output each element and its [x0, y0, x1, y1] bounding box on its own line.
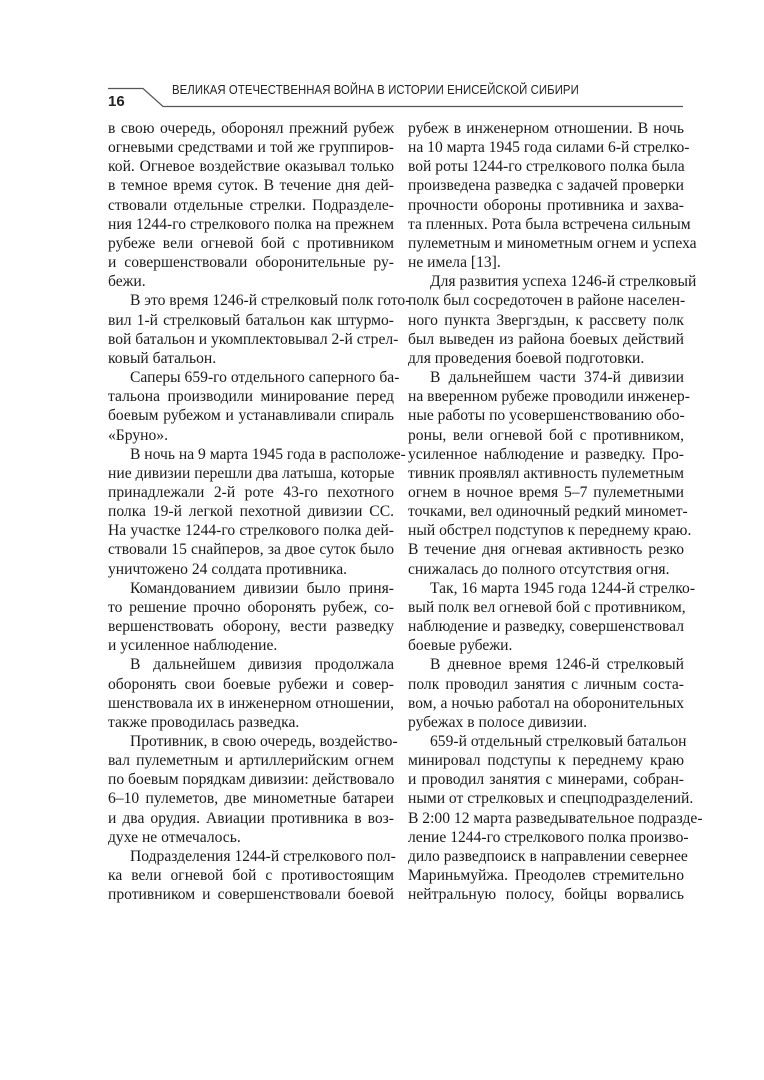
- text-column-left: [108, 119, 411, 904]
- text-line: ствовали 15 снайперов, за двое суток было: [108, 541, 394, 559]
- text-line: произведена разведка с задачей проверки: [408, 177, 684, 195]
- text-line: духе не отмечалось.: [108, 828, 241, 846]
- text-line: ными от стрелковых и спецподразделений.: [408, 790, 694, 808]
- text-line: боевые рубежи.: [408, 637, 513, 655]
- text-line: в темное время суток. В течение дня дей-: [108, 177, 394, 195]
- text-line: роны, вели огневой бой с противником,: [408, 426, 684, 444]
- text-line: по боевым порядкам дивизии: действовало: [108, 771, 395, 789]
- text-line: и совершенствовали оборонительные ру-: [108, 254, 394, 272]
- text-line: кой. Огневое воздействие оказывал только: [108, 158, 394, 176]
- text-line: огнем в ночное время 5–7 пулеметными: [408, 483, 684, 501]
- text-line: 6–10 пулеметов, две минометные батареи: [108, 790, 394, 808]
- text-line: усиленное наблюдение и разведку. Про-: [408, 445, 684, 463]
- text-line: шенствовала их в инженерном отношении,: [108, 694, 394, 712]
- text-line: прочности обороны противника и захва-: [408, 196, 684, 214]
- text-line: ния 1244-го стрелкового полка на прежнем: [108, 215, 394, 233]
- text-line: пулеметным и минометным огнем и успеха: [408, 234, 697, 252]
- text-line: Так, 16 марта 1945 года 1244-й стрелко-: [430, 579, 696, 597]
- text-line: вой роты 1244-го стрелкового полка была: [408, 158, 685, 176]
- text-line: для проведения боевой подготовки.: [408, 349, 645, 367]
- text-line: Противник, в свою очередь, воздейство-: [130, 733, 398, 750]
- text-line: В дальнейшем дивизия продолжала: [130, 656, 394, 674]
- text-line: вил 1-й стрелковый батальон как штурмо-: [108, 311, 394, 329]
- text-line: ного пункта Звергздын, к рассвету полк: [408, 311, 684, 329]
- text-line: тивник проявлял активность пулеметным: [408, 464, 684, 482]
- text-line: В это время 1246-й стрелковый полк гото-: [130, 292, 411, 310]
- text-line: Саперы 659-го отдельного саперного ба-: [130, 369, 400, 387]
- text-line: вой батальон и укомплектовывал 2-й стрел-: [108, 330, 399, 348]
- text-line: В 2:00 12 марта разведывательное подразде-: [408, 809, 703, 827]
- text-line: и усиленное наблюдение.: [108, 637, 278, 655]
- text-line: вый полк вел огневой бой с противником,: [408, 598, 686, 616]
- text-line: рубеже вели огневой бой с противником: [108, 234, 394, 252]
- text-line: полка 19-й легкой пехотной дивизии СС.: [108, 503, 394, 521]
- text-line: минировал подступы к переднему краю: [408, 752, 684, 770]
- text-line: ние дивизии перешли два латыша, которые: [108, 464, 395, 482]
- text-line: В дневное время 1246-й стрелковый: [430, 656, 684, 674]
- text-line: ковый батальон.: [108, 349, 217, 367]
- text-line: наблюдение и разведку, совершенствовал: [408, 618, 684, 636]
- text-line: рубеж в инженерном отношении. В ночь: [408, 120, 684, 137]
- text-line: бежи.: [108, 273, 146, 291]
- text-line: В дальнейшем части 374-й дивизии: [430, 369, 684, 387]
- text-line: полк проводил занятия с личным соста-: [408, 675, 684, 693]
- text-line: та пленных. Рота была встречена сильным: [408, 215, 691, 233]
- text-line: вал пулеметным и артиллерийским огнем: [108, 752, 394, 770]
- text-line: ление 1244-го стрелкового полка произво-: [408, 828, 689, 846]
- text-line: нейтральную полосу, бойцы ворвались: [408, 886, 684, 904]
- text-line: вершенствовать оборону, вести разведку: [108, 618, 394, 636]
- text-line: был выведен из района боевых действий: [408, 330, 684, 348]
- text-line: Мариньмуйжа. Преодолев стремительно: [408, 867, 684, 885]
- text-line: принадлежали 2-й роте 43-го пехотного: [108, 483, 394, 501]
- text-line: в свою очередь, оборонял прежний рубеж: [108, 120, 394, 137]
- text-line: «Бруно».: [108, 426, 168, 444]
- text-line: рубежах в полосе дивизии.: [408, 713, 588, 731]
- text-line: снижалась до полного отсутствия огня.: [408, 560, 670, 578]
- text-line: 659-й отдельный стрелковый батальон: [430, 733, 687, 750]
- text-line: и проводил занятия с минерами, собран-: [408, 771, 684, 789]
- text-line: уничтожено 24 солдата противника.: [108, 560, 348, 578]
- text-line: то решение прочно оборонять рубеж, со-: [108, 598, 394, 616]
- text-line: полк был сосредоточен в районе населен-: [408, 292, 686, 310]
- text-line: Командованием дивизии было приня-: [130, 579, 394, 597]
- running-title: ВЕЛИКАЯ ОТЕЧЕСТВЕННАЯ ВОЙНА В ИСТОРИИ ЕНИСЕЙСКОЙ СИБИРИ: [172, 82, 579, 97]
- text-line: на вверенном рубеже проводили инженер-: [408, 388, 690, 406]
- text-line: В течение дня огневая активность резко: [408, 541, 684, 559]
- page-number: 16: [108, 93, 125, 110]
- text-line: оборонять свои боевые рубежи и совер-: [108, 675, 394, 693]
- text-line: На участке 1244-го стрелкового полка дей-: [108, 522, 394, 540]
- text-line: Подразделения 1244-й стрелкового пол-: [130, 847, 396, 865]
- text-line: также проводилась разведка.: [108, 713, 300, 731]
- text-line: Для развития успеха 1246-й стрелковый: [430, 273, 697, 291]
- text-line: точками, вел одиночный редкий миномет-: [408, 503, 688, 521]
- text-line: В ночь на 9 марта 1945 года в расположе-: [130, 445, 406, 463]
- text-line: тальона производили минирование перед: [108, 388, 394, 406]
- text-line: ный обстрел подступов к переднему краю.: [408, 522, 692, 540]
- text-line: вом, а ночью работал на оборонительных: [408, 694, 684, 712]
- text-line: дило разведпоиск в направлении севернее: [408, 847, 688, 865]
- text-line: боевым рубежом и устанавливали спираль: [108, 407, 394, 425]
- text-line: ные работы по усовершенствованию обо-: [408, 407, 685, 425]
- text-line: ствовали отдельные стрелки. Подразделе-: [108, 196, 394, 214]
- text-line: на 10 марта 1945 года силами 6-й стрелко-: [408, 139, 690, 157]
- text-line: не имела [13].: [408, 254, 501, 272]
- text-line: огневыми средствами и той же группиров-: [108, 139, 394, 157]
- text-line: ка вели огневой бой с противостоящим: [108, 867, 394, 885]
- text-line: противником и совершенствовали боевой: [108, 886, 394, 904]
- text-column-right: [408, 119, 703, 904]
- text-line: и два орудия. Авиации противника в воз-: [108, 809, 394, 827]
